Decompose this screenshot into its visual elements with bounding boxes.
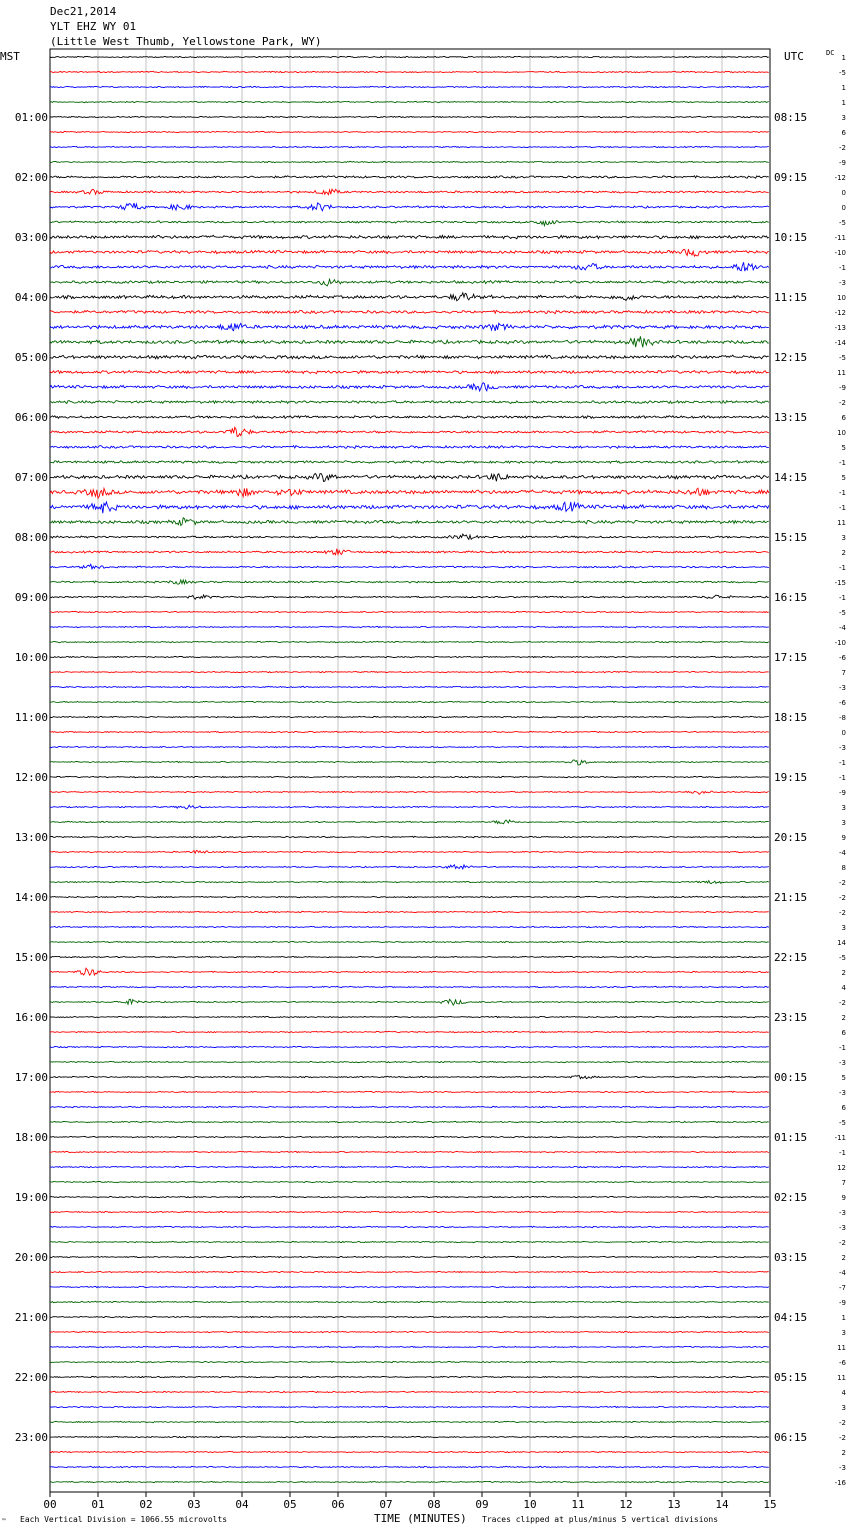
trace-line-63 — [50, 999, 769, 1005]
trace-line-75 — [50, 1181, 769, 1182]
trace-line-88 — [50, 1376, 769, 1377]
dc-offset-label: 6 — [841, 129, 846, 137]
dc-offset-label: -2 — [839, 144, 846, 152]
x-tick-label: 13 — [667, 1498, 681, 1511]
trace-line-93 — [50, 1451, 769, 1452]
trace-line-89 — [50, 1391, 769, 1392]
trace-line-78 — [50, 1226, 769, 1227]
right-hour-label: 15:15 — [774, 531, 808, 544]
dc-offset-label: -6 — [839, 699, 846, 707]
right-hour-label: 17:15 — [774, 651, 808, 664]
dc-offset-label: 3 — [841, 114, 846, 122]
trace-line-84 — [50, 1316, 769, 1317]
dc-offset-label: 1 — [841, 54, 846, 62]
dc-offset-label: -3 — [839, 1464, 846, 1472]
dc-offset-label: 11 — [837, 1344, 846, 1352]
dc-offset-label: -1 — [839, 774, 846, 782]
left-hour-label: 02:00 — [14, 171, 48, 184]
trace-line-28 — [50, 474, 769, 482]
x-tick-label: 01 — [91, 1498, 105, 1511]
dc-offset-label: -3 — [839, 744, 846, 752]
trace-line-77 — [50, 1211, 769, 1212]
trace-line-71 — [50, 1121, 769, 1122]
dc-offset-label: -5 — [839, 954, 846, 962]
trace-line-10 — [50, 203, 769, 211]
trace-line-31 — [50, 518, 769, 526]
dc-offset-label: 3 — [841, 1329, 846, 1337]
trace-line-39 — [50, 641, 769, 642]
trace-line-34 — [50, 564, 769, 569]
trace-line-67 — [50, 1061, 769, 1062]
left-hour-label: 20:00 — [14, 1251, 48, 1264]
trace-line-42 — [50, 686, 769, 687]
trace-line-25 — [50, 427, 769, 436]
x-tick-label: 05 — [283, 1498, 297, 1511]
trace-line-91 — [50, 1421, 769, 1422]
left-hour-label: 10:00 — [14, 651, 48, 664]
dc-offset-label: -1 — [839, 1044, 846, 1052]
left-hour-label: 22:00 — [14, 1371, 48, 1384]
dc-offset-label: 2 — [841, 549, 846, 557]
dc-offset-label: -5 — [839, 354, 846, 362]
trace-line-15 — [50, 279, 769, 286]
trace-line-54 — [50, 865, 769, 869]
dc-offset-label: -2 — [839, 879, 846, 887]
trace-line-48 — [50, 776, 769, 777]
left-hour-label: 07:00 — [14, 471, 48, 484]
trace-line-4 — [50, 116, 769, 117]
left-hour-label: 12:00 — [14, 771, 48, 784]
dc-offset-label: 7 — [841, 1179, 846, 1187]
trace-line-17 — [50, 310, 769, 313]
right-hour-label: 20:15 — [774, 831, 808, 844]
dc-offset-header: DC — [826, 49, 835, 57]
dc-offset-label: 3 — [841, 819, 846, 827]
trace-line-22 — [50, 383, 769, 391]
right-hour-label: 22:15 — [774, 951, 808, 964]
dc-offset-label: -5 — [839, 219, 846, 227]
dc-offset-label: -6 — [839, 1359, 846, 1367]
trace-line-7 — [50, 161, 769, 162]
dc-offset-label: 10 — [837, 294, 846, 302]
trace-line-20 — [50, 355, 769, 359]
x-tick-label: 07 — [379, 1498, 393, 1511]
dc-offset-label: 12 — [837, 1164, 846, 1172]
trace-line-85 — [50, 1331, 769, 1332]
dc-offset-label: 1 — [841, 84, 846, 92]
x-axis-title: TIME (MINUTES) — [374, 1512, 467, 1525]
dc-offset-label: 9 — [841, 1194, 846, 1202]
trace-line-82 — [50, 1286, 769, 1287]
station-location: (Little West Thumb, Yellowstone Park, WY) — [50, 35, 322, 48]
x-tick-label: 15 — [763, 1498, 777, 1511]
dc-offset-label: 11 — [837, 1374, 846, 1382]
dc-offset-label: -3 — [839, 1224, 846, 1232]
x-tick-label: 08 — [427, 1498, 441, 1511]
station-code: YLT EHZ WY 01 — [50, 20, 137, 33]
right-hour-label: 09:15 — [774, 171, 808, 184]
trace-line-65 — [50, 1031, 769, 1032]
trace-line-0 — [50, 56, 769, 57]
right-hour-label: 05:15 — [774, 1371, 808, 1384]
dc-offset-label: -2 — [839, 894, 846, 902]
trace-line-41 — [50, 671, 769, 672]
dc-offset-label: -1 — [839, 1149, 846, 1157]
trace-line-73 — [50, 1151, 769, 1152]
right-hour-label: 11:15 — [774, 291, 808, 304]
trace-line-36 — [50, 595, 769, 599]
x-tick-label: 00 — [43, 1498, 57, 1511]
chart-date: Dec21,2014 — [50, 5, 117, 18]
trace-line-40 — [50, 656, 769, 657]
dc-offset-label: 3 — [841, 534, 846, 542]
trace-line-3 — [50, 101, 769, 102]
right-hour-label: 10:15 — [774, 231, 808, 244]
dc-offset-label: -1 — [839, 594, 846, 602]
trace-line-61 — [50, 968, 769, 975]
trace-line-57 — [50, 911, 769, 912]
dc-offset-label: 2 — [841, 969, 846, 977]
left-hour-label: 05:00 — [14, 351, 48, 364]
dc-offset-label: -9 — [839, 159, 846, 167]
x-tick-label: 03 — [187, 1498, 201, 1511]
dc-offset-label: -3 — [839, 1059, 846, 1067]
dc-offset-label: -4 — [839, 1269, 846, 1277]
dc-offset-label: -9 — [839, 1299, 846, 1307]
trace-line-58 — [50, 926, 769, 927]
trace-line-5 — [50, 131, 769, 132]
dc-offset-label: -2 — [839, 1419, 846, 1427]
trace-line-30 — [50, 502, 769, 513]
trace-line-24 — [50, 416, 769, 419]
dc-offset-label: -3 — [839, 684, 846, 692]
dc-offset-label: -8 — [839, 714, 846, 722]
dc-offset-label: -1 — [839, 489, 846, 497]
dc-offset-label: 11 — [837, 369, 846, 377]
dc-offset-label: 5 — [841, 474, 846, 482]
trace-line-72 — [50, 1136, 769, 1137]
dc-offset-label: 3 — [841, 804, 846, 812]
left-hour-label: 13:00 — [14, 831, 48, 844]
trace-line-60 — [50, 956, 769, 957]
x-tick-label: 09 — [475, 1498, 489, 1511]
left-hour-label: 23:00 — [14, 1431, 48, 1444]
right-hour-label: 02:15 — [774, 1191, 808, 1204]
seismic-traces — [50, 56, 769, 1482]
trace-line-18 — [50, 323, 769, 331]
clipping-note: Traces clipped at plus/minus 5 vertical divisions — [482, 1515, 719, 1524]
trace-line-27 — [50, 461, 769, 464]
dc-offset-label: -10 — [834, 639, 846, 647]
dc-offset-label: 4 — [841, 984, 846, 992]
dc-offset-label: 2 — [841, 1254, 846, 1262]
left-hour-label: 16:00 — [14, 1011, 48, 1024]
right-hour-label: 06:15 — [774, 1431, 808, 1444]
dc-offset-label: 11 — [837, 519, 846, 527]
trace-line-11 — [50, 221, 769, 226]
trace-line-1 — [50, 71, 769, 72]
trace-line-55 — [50, 881, 769, 884]
x-tick-label: 04 — [235, 1498, 249, 1511]
dc-offset-label: 6 — [841, 1104, 846, 1112]
dc-offset-label: -6 — [839, 654, 846, 662]
trace-line-33 — [50, 549, 769, 555]
trace-line-16 — [50, 293, 769, 301]
left-timezone-label: MST — [0, 50, 20, 63]
left-hour-label: 08:00 — [14, 531, 48, 544]
trace-line-86 — [50, 1346, 769, 1347]
left-hour-label: 17:00 — [14, 1071, 48, 1084]
dc-offset-label: -11 — [834, 1134, 846, 1142]
left-hour-label: 19:00 — [14, 1191, 48, 1204]
dc-offset-label: -9 — [839, 384, 846, 392]
dc-offset-label: -1 — [839, 759, 846, 767]
trace-line-21 — [50, 371, 769, 374]
trace-line-35 — [50, 580, 769, 584]
trace-line-81 — [50, 1271, 769, 1272]
trace-line-92 — [50, 1436, 769, 1437]
dc-offset-label: 6 — [841, 414, 846, 422]
dc-offset-label: -12 — [834, 309, 846, 317]
dc-offset-label: 14 — [837, 939, 846, 947]
dc-offset-label: 2 — [841, 1014, 846, 1022]
trace-line-87 — [50, 1361, 769, 1362]
trace-line-23 — [50, 401, 769, 404]
dc-offset-label: 1 — [841, 99, 846, 107]
trace-line-59 — [50, 941, 769, 942]
right-hour-label: 01:15 — [774, 1131, 808, 1144]
trace-line-68 — [50, 1076, 769, 1079]
trace-line-8 — [50, 176, 769, 178]
trace-line-9 — [50, 189, 769, 195]
dc-offset-label: -1 — [839, 504, 846, 512]
dc-offset-label: 7 — [841, 669, 846, 677]
trace-line-46 — [50, 746, 769, 747]
left-hour-label: 04:00 — [14, 291, 48, 304]
trace-line-80 — [50, 1256, 769, 1257]
right-timezone-label: UTC — [784, 50, 804, 63]
right-hour-label: 00:15 — [774, 1071, 808, 1084]
dc-offset-label: -1 — [839, 564, 846, 572]
dc-offset-label: -12 — [834, 174, 846, 182]
dc-offset-label: 1 — [841, 1314, 846, 1322]
dc-offset-label: -3 — [839, 279, 846, 287]
right-hour-label: 19:15 — [774, 771, 808, 784]
trace-line-44 — [50, 716, 769, 717]
x-tick-label: 11 — [571, 1498, 585, 1511]
dc-offset-label: -7 — [839, 1284, 846, 1292]
dc-offset-label: 5 — [841, 1074, 846, 1082]
dc-offset-label: -10 — [834, 249, 846, 257]
dc-offset-label: -5 — [839, 609, 846, 617]
left-hour-label: 01:00 — [14, 111, 48, 124]
dc-offset-label: -16 — [834, 1479, 846, 1487]
x-tick-label: 14 — [715, 1498, 729, 1511]
trace-line-53 — [50, 850, 769, 853]
dc-offset-label: 2 — [841, 1449, 846, 1457]
left-hour-label: 09:00 — [14, 591, 48, 604]
trace-line-79 — [50, 1241, 769, 1242]
left-hour-label: 03:00 — [14, 231, 48, 244]
trace-line-94 — [50, 1466, 769, 1467]
dc-offset-label: -1 — [839, 264, 846, 272]
dc-offset-label: 10 — [837, 429, 846, 437]
dc-offset-label: 3 — [841, 924, 846, 932]
left-hour-label: 06:00 — [14, 411, 48, 424]
trace-line-76 — [50, 1196, 769, 1197]
trace-line-6 — [50, 146, 769, 147]
trace-line-49 — [50, 791, 769, 794]
dc-offset-label: -3 — [839, 1089, 846, 1097]
dc-offset-label: -13 — [834, 324, 846, 332]
dc-offset-label: -15 — [834, 579, 846, 587]
trace-line-14 — [50, 262, 769, 271]
right-hour-label: 08:15 — [774, 111, 808, 124]
trace-line-29 — [50, 488, 769, 498]
right-hour-label: 18:15 — [774, 711, 808, 724]
trace-line-37 — [50, 611, 769, 612]
right-hour-label: 23:15 — [774, 1011, 808, 1024]
dc-offset-label: -2 — [839, 999, 846, 1007]
dc-offset-label: -2 — [839, 1239, 846, 1247]
right-hour-label: 21:15 — [774, 891, 808, 904]
trace-line-13 — [50, 249, 769, 256]
dc-offset-label: -4 — [839, 849, 846, 857]
trace-line-74 — [50, 1166, 769, 1167]
dc-offset-label: 3 — [841, 1404, 846, 1412]
dc-offset-label: -3 — [839, 1209, 846, 1217]
dc-offset-label: -2 — [839, 399, 846, 407]
trace-line-52 — [50, 836, 769, 837]
x-tick-label: 02 — [139, 1498, 153, 1511]
dc-offset-label: -1 — [839, 459, 846, 467]
dc-offset-label: 9 — [841, 834, 846, 842]
x-tick-label: 10 — [523, 1498, 537, 1511]
right-hour-label: 14:15 — [774, 471, 808, 484]
dc-offset-label: 8 — [841, 864, 846, 872]
dc-offset-label: 5 — [841, 444, 846, 452]
right-hour-label: 04:15 — [774, 1311, 808, 1324]
dc-offset-label: 4 — [841, 1389, 846, 1397]
dc-offset-label: -2 — [839, 1434, 846, 1442]
dc-offset-label: -4 — [839, 624, 846, 632]
dc-offset-label: 6 — [841, 1029, 846, 1037]
trace-line-95 — [50, 1481, 769, 1482]
trace-line-38 — [50, 626, 769, 627]
right-hour-label: 12:15 — [774, 351, 808, 364]
trace-line-50 — [50, 805, 769, 809]
left-hour-label: 15:00 — [14, 951, 48, 964]
dc-offset-label: 0 — [841, 729, 846, 737]
trace-line-64 — [50, 1016, 769, 1017]
trace-line-69 — [50, 1091, 769, 1092]
trace-line-56 — [50, 896, 769, 897]
trace-line-12 — [50, 235, 769, 239]
trace-line-32 — [50, 534, 769, 539]
trace-line-66 — [50, 1046, 769, 1047]
trace-line-47 — [50, 760, 769, 765]
trace-line-19 — [50, 336, 769, 347]
dc-offset-label: -11 — [834, 234, 846, 242]
dc-offset-label: 0 — [841, 204, 846, 212]
left-hour-label: 11:00 — [14, 711, 48, 724]
trace-line-45 — [50, 731, 769, 732]
dc-offset-label: -2 — [839, 909, 846, 917]
x-tick-label: 12 — [619, 1498, 633, 1511]
trace-line-90 — [50, 1406, 769, 1407]
dc-offset-label: -5 — [839, 1119, 846, 1127]
left-hour-label: 21:00 — [14, 1311, 48, 1324]
right-hour-label: 13:15 — [774, 411, 808, 424]
right-hour-label: 16:15 — [774, 591, 808, 604]
left-hour-label: 18:00 — [14, 1131, 48, 1144]
trace-line-51 — [50, 820, 769, 824]
x-tick-label: 06 — [331, 1498, 345, 1511]
trace-line-43 — [50, 701, 769, 702]
dc-offset-label: -5 — [839, 69, 846, 77]
trace-line-62 — [50, 986, 769, 987]
dc-offset-label: -9 — [839, 789, 846, 797]
trace-line-26 — [50, 446, 769, 449]
left-hour-label: 14:00 — [14, 891, 48, 904]
trace-line-2 — [50, 86, 769, 87]
trace-line-70 — [50, 1106, 769, 1107]
dc-offset-label: -14 — [834, 339, 846, 347]
logo-mark: ™ — [2, 1518, 6, 1525]
dc-offset-label: 0 — [841, 189, 846, 197]
trace-line-83 — [50, 1301, 769, 1302]
vertical-division-note: Each Vertical Division = 1066.55 microvolts — [20, 1515, 228, 1524]
right-hour-label: 03:15 — [774, 1251, 808, 1264]
